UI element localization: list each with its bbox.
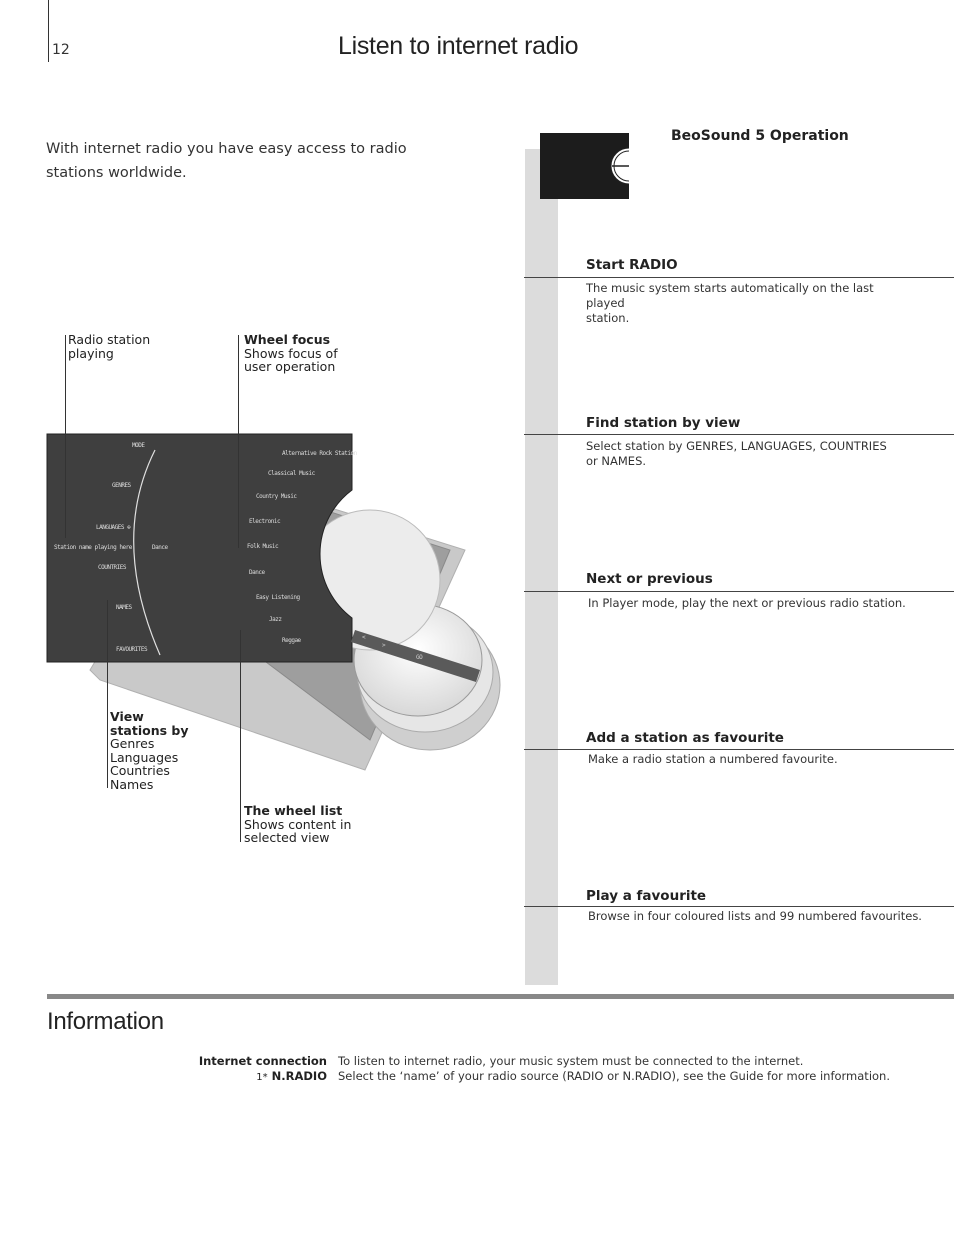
caption-wheel-list: The wheel list Shows content in selected view <box>244 803 352 845</box>
callout-line-view-stations <box>107 600 108 788</box>
screen-right-item: Electronic <box>249 518 281 525</box>
screen-right-item: Alternative Rock Station <box>282 450 357 457</box>
screen-mode-label: MODE <box>132 442 145 449</box>
step-title-add-favourite: Add a station as favourite <box>586 730 784 746</box>
step-desc-add-favourite: Make a radio station a numbered favourite. <box>588 752 838 766</box>
screen-left-item: GENRES <box>112 482 131 489</box>
screen-now-playing: Station name playing here <box>54 544 132 551</box>
step-title-find-station: Find station by view <box>586 415 741 431</box>
step-divider <box>524 749 954 750</box>
step-desc-next-previous: In Player mode, play the next or previous radio station. <box>588 596 906 610</box>
step-divider <box>524 591 954 592</box>
screen-left-item: LANGUAGES ⊕ <box>96 524 131 531</box>
information-divider-bar <box>47 994 954 999</box>
screen-right-item: Classical Music <box>268 470 315 477</box>
info-def-internet-connection: To listen to internet radio, your music system must be connected to the internet. <box>338 1054 804 1068</box>
screen-left-item: FAVOURITES <box>116 646 148 653</box>
screen-right-item: Easy Listening <box>256 594 300 601</box>
header-rule <box>48 0 49 62</box>
intro-text: With internet radio you have easy access to radio stations worldwide. <box>46 141 407 181</box>
knob-mark-right: > <box>382 642 386 649</box>
caption-wheel-focus: Wheel focus Shows focus of user operation <box>244 332 338 374</box>
operation-icon-box <box>540 133 629 199</box>
step-title-next-previous: Next or previous <box>586 571 713 587</box>
operation-title: BeoSound 5 Operation <box>671 128 849 144</box>
screen-right-item: Reggae <box>282 637 301 644</box>
beosound-wheel-icon <box>540 133 629 199</box>
step-desc-play-favourite: Browse in four coloured lists and 99 numbered favourites. <box>588 909 922 923</box>
screen-left-item: COUNTRIES <box>98 564 127 571</box>
info-def-nradio: Select the ‘name’ of your radio source (RADIO or N.RADIO), see the Guide for more information. <box>338 1069 890 1083</box>
page-number: 12 <box>52 42 70 58</box>
step-desc-start-radio: The music system starts automatically on the last played station. <box>586 281 874 325</box>
caption-view-stations: View stations by Genres Languages Countries Names <box>110 709 189 792</box>
step-divider <box>524 906 954 907</box>
step-title-play-favourite: Play a favourite <box>586 888 707 904</box>
step-title-start-radio: Start RADIO <box>586 257 678 273</box>
step-desc-find-station: Select station by GENRES, LANGUAGES, COUNTRIES or NAMES. <box>586 439 887 468</box>
footnote-marker: 1* <box>256 1072 268 1083</box>
callout-line-radio <box>65 335 66 538</box>
knob-mark-go: GO <box>416 654 423 661</box>
callout-line-wheel-list <box>240 630 241 842</box>
caption-radio-playing: Radio station playing <box>68 332 151 361</box>
information-title: Information <box>47 1008 164 1035</box>
page-title: Listen to internet radio <box>338 32 579 60</box>
screen-right-item: Jazz <box>269 616 282 623</box>
info-term-internet-connection: Internet connection <box>198 1054 327 1068</box>
step-divider <box>524 434 954 435</box>
knob-mark-left: < <box>362 634 366 641</box>
screen-right-item: Dance <box>249 569 265 576</box>
screen-left-item: NAMES <box>116 604 132 611</box>
step-divider <box>524 277 954 278</box>
screen-focus-label: Dance <box>152 544 168 551</box>
screen-right-item: Folk Music <box>247 543 279 550</box>
screen-right-item: Country Music <box>256 493 297 500</box>
callout-line-wheel-focus <box>238 335 239 548</box>
operation-gray-band <box>525 149 558 985</box>
info-term-nradio: 1* N.RADIO <box>256 1069 327 1083</box>
